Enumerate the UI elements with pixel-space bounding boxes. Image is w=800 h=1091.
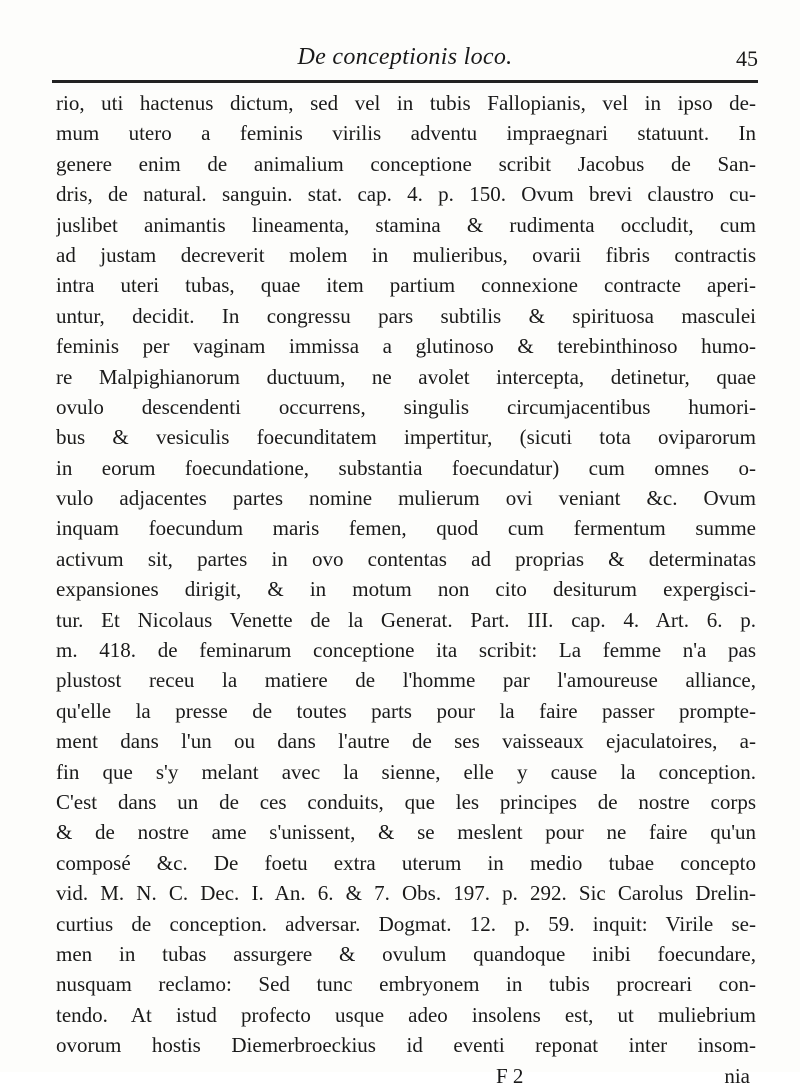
text-line: untur, decidit. In congressu pars subtilis & spirituosa masculei	[56, 303, 756, 328]
text-line: intra uteri tubas, quae item partium connexione contracte aperi-	[56, 273, 756, 298]
text-line: fin que s'y melant avec la sienne, elle y cause la conception.	[56, 759, 756, 784]
text-line: activum sit, partes in ovo contentas ad proprias & determinatas	[56, 546, 756, 571]
text-line: vid. M. N. C. Dec. I. An. 6. & 7. Obs. 197. p. 292. Sic Carolus Drelin-	[56, 881, 756, 906]
text-line: expansiones dirigit, & in motum non cito desiturum expergisci-	[56, 577, 756, 602]
text-line: men in tubas assurgere & ovulum quandoque inibi foecundare,	[56, 941, 756, 966]
text-line: rio, uti hactenus dictum, sed vel in tubis Fallopianis, vel in ipso de-	[56, 91, 756, 115]
catchword: nia	[724, 1063, 750, 1088]
text-line: curtius de conception. adversar. Dogmat. 12. p. 59. inquit: Virile se-	[56, 911, 756, 936]
text-line: feminis per vaginam immissa a glutinoso & terebinthinoso humo-	[56, 334, 756, 359]
text-line: dris, de natural. sanguin. stat. cap. 4. p. 150. Ovum brevi claustro cu-	[56, 182, 756, 207]
running-title: De conceptionis loco.	[297, 44, 513, 70]
text-line: in eorum foecundatione, substantia foecundatur) cum omnes o-	[56, 455, 756, 480]
page-footer	[56, 1061, 756, 1091]
text-line: vulo adjacentes partes nomine mulierum ovi veniant &c. Ovum	[56, 486, 756, 511]
text-line: ovulo descendenti occurrens, singulis circumjacentibus humori-	[56, 394, 756, 419]
text-line: qu'elle la presse de toutes parts pour la faire passer prompte-	[56, 698, 756, 723]
page-number: 45	[736, 46, 758, 71]
text-line: re Malpighianorum ductuum, ne avolet intercepta, detinetur, quae	[56, 364, 756, 389]
text-line: inquam foecundum maris femen, quod cum fermentum summe	[56, 516, 756, 541]
body-text	[56, 88, 756, 1091]
running-head	[52, 34, 758, 74]
text-line: composé &c. De foetu extra uterum in medio tubae concepto	[56, 850, 756, 875]
text-line: ovorum hostis Diemerbroeckius id eventi reponat inter insom-	[56, 1033, 756, 1058]
text-line: m. 418. de feminarum conceptione ita scribit: La femme n'a pas	[56, 638, 756, 663]
header-rule	[52, 80, 758, 83]
text-line: mum utero a feminis virilis adventu impraegnari statuunt. In	[56, 121, 756, 146]
text-line: juslibet animantis lineamenta, stamina & rudimenta occludit, cum	[56, 212, 756, 237]
text-line: tendo. At istud profecto usque adeo insolens est, ut muliebrium	[56, 1002, 756, 1027]
text-line: & de nostre ame s'unissent, & se meslent pour ne faire qu'un	[56, 820, 756, 845]
text-line: bus & vesiculis foecunditatem impertitur, (sicuti tota oviparorum	[56, 425, 756, 450]
text-line: nusquam reclamo: Sed tunc embryonem in tubis procreari con-	[56, 972, 756, 997]
text-line: tur. Et Nicolaus Venette de la Generat. Part. III. cap. 4. Art. 6. p.	[56, 607, 756, 632]
text-line: C'est dans un de ces conduits, que les principes de nostre corps	[56, 789, 756, 814]
text-line: plustost receu la matiere de l'homme par l'amoureuse alliance,	[56, 668, 756, 693]
text-line: ment dans l'un ou dans l'autre de ses vaisseaux ejaculatoires, a-	[56, 729, 756, 754]
signature-mark: F 2	[496, 1063, 524, 1088]
text-line: genere enim de animalium conceptione scribit Jacobus de San-	[56, 151, 756, 176]
text-line: ad justam decreverit molem in mulieribus, ovarii fibris contractis	[56, 242, 756, 267]
